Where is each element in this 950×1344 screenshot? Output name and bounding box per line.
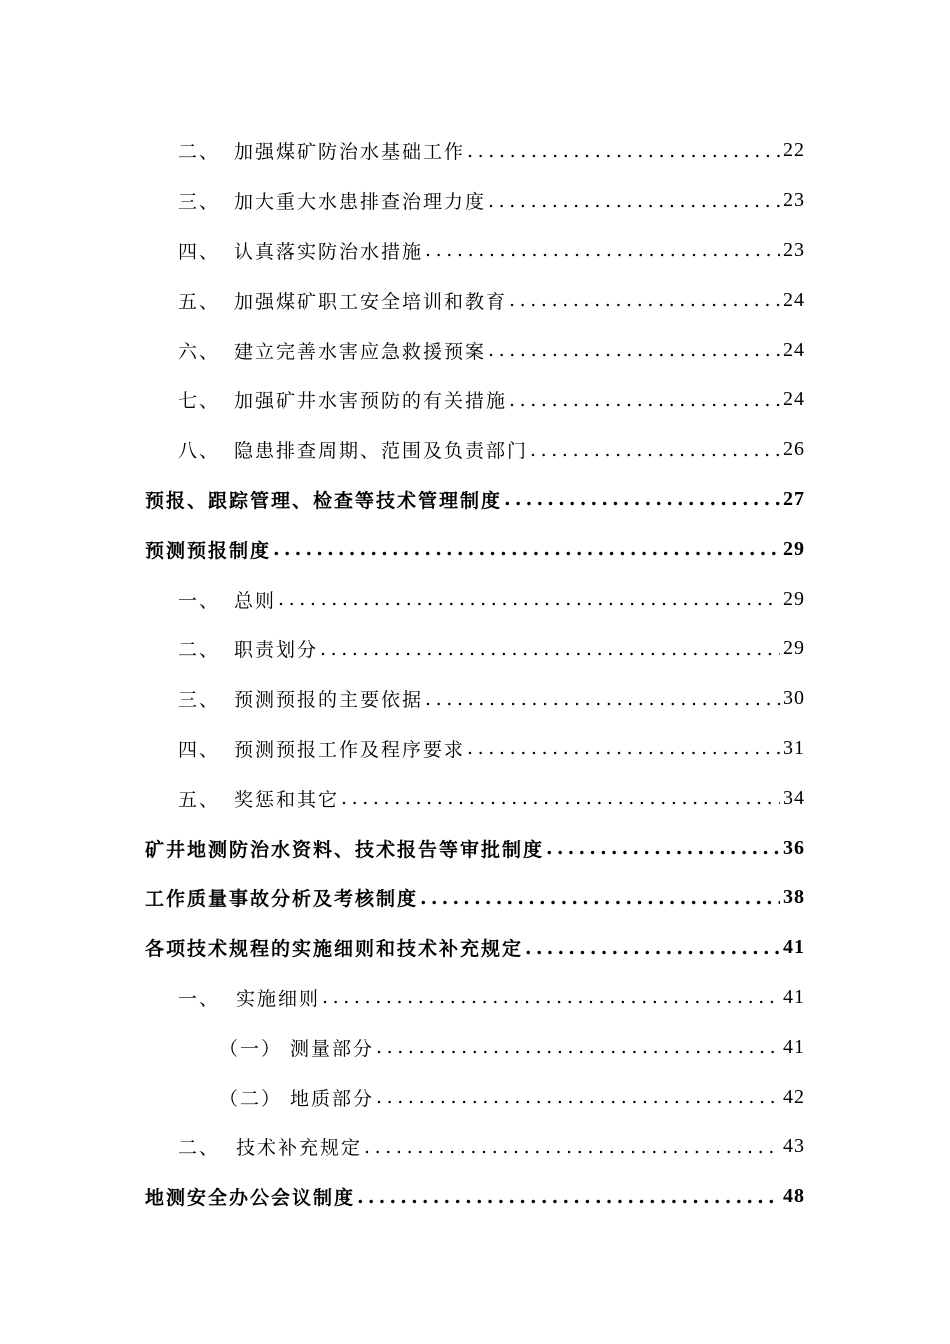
toc-dot-leader [425, 239, 780, 261]
toc-chapter-entry[interactable] [0, 823, 950, 873]
toc-entry[interactable] [0, 574, 950, 624]
toc-entry-title: 预报、跟踪管理、检查等技术管理制度 [145, 489, 503, 512]
toc-chapter-entry[interactable] [0, 475, 950, 525]
toc-entry-number: （一） [219, 1037, 283, 1060]
toc-entry-page: 29 [783, 637, 805, 660]
toc-entry-number: 一、 [178, 589, 221, 612]
toc-dot-leader [341, 787, 780, 809]
toc-entry[interactable] [0, 674, 950, 724]
toc-entry-title: 实施细则 [236, 987, 321, 1010]
toc-chapter-entry[interactable] [0, 873, 950, 923]
toc-entry-page: 27 [783, 487, 805, 510]
toc-entry-page: 34 [783, 786, 805, 809]
toc-entry-title: 地测安全办公会议制度 [145, 1187, 356, 1210]
toc-entry-number: 四、 [178, 738, 221, 761]
toc-entry-title: 总则 [234, 589, 277, 612]
toc-entry-page: 36 [783, 836, 805, 859]
toc-entry-page: 48 [783, 1185, 805, 1208]
toc-entry-title: 各项技术规程的实施细则和技术补充规定 [145, 938, 524, 961]
toc-entry-number: 五、 [178, 788, 221, 811]
toc-entry-page: 24 [783, 338, 805, 361]
toc-entry-page: 30 [783, 687, 805, 710]
toc-dot-leader [357, 1186, 780, 1208]
toc-entry-number: 一、 [178, 987, 221, 1010]
toc-entry-title: 测量部分 [290, 1037, 375, 1060]
toc-chapter-entry[interactable] [0, 1172, 950, 1222]
toc-entry-number: 四、 [178, 240, 221, 263]
toc-dot-leader [420, 887, 780, 909]
toc-entry-number: 二、 [178, 1137, 221, 1160]
toc-entry[interactable] [0, 325, 950, 375]
toc-entry-title: 建立完善水害应急救援预案 [234, 340, 487, 363]
toc-entry[interactable] [0, 226, 950, 276]
toc-entry-page: 23 [783, 189, 805, 212]
toc-entry-title: 预测预报的主要依据 [234, 689, 424, 712]
toc-entry-title: 加强矿井水害预防的有关措施 [234, 390, 508, 413]
toc-dot-leader [546, 837, 780, 859]
toc-entry-number: 二、 [178, 639, 221, 662]
toc-entry-number: 三、 [178, 191, 221, 214]
toc-entry-page: 43 [783, 1135, 805, 1158]
toc-dot-leader [504, 488, 780, 510]
toc-subentry[interactable] [0, 1022, 950, 1072]
toc-entry[interactable] [0, 624, 950, 674]
toc-entry-title: 技术补充规定 [236, 1137, 363, 1160]
toc-entry-number: 八、 [178, 440, 221, 463]
toc-entry[interactable] [0, 275, 950, 325]
toc-entry-page: 29 [783, 587, 805, 610]
toc-entry-title: 加大重大水患排查治理力度 [234, 191, 487, 214]
toc-dot-leader [488, 339, 780, 361]
toc-entry-page: 26 [783, 438, 805, 461]
table-of-contents [0, 126, 950, 1222]
toc-subentry[interactable] [0, 1072, 950, 1122]
toc-dot-leader [530, 439, 780, 461]
toc-entry-title: 矿井地测防治水资料、技术报告等审批制度 [145, 838, 545, 861]
toc-dot-leader [509, 289, 780, 311]
toc-entry-page: 24 [783, 388, 805, 411]
toc-entry[interactable] [0, 375, 950, 425]
toc-entry-title: 地质部分 [290, 1087, 375, 1110]
toc-dot-leader [525, 937, 780, 959]
toc-entry-title: 认真落实防治水措施 [234, 240, 424, 263]
toc-entry-page: 31 [783, 736, 805, 759]
toc-entry-page: 41 [783, 985, 805, 1008]
toc-entry-number: （二） [219, 1087, 283, 1110]
toc-dot-leader [467, 737, 780, 759]
toc-entry[interactable] [0, 773, 950, 823]
toc-entry[interactable] [0, 176, 950, 226]
toc-entry-page: 41 [783, 1035, 805, 1058]
toc-entry-title: 预测预报制度 [145, 539, 272, 562]
toc-entry-number: 七、 [178, 390, 221, 413]
toc-entry[interactable] [0, 1122, 950, 1172]
toc-dot-leader [425, 688, 780, 710]
toc-entry[interactable] [0, 126, 950, 176]
toc-dot-leader [376, 1036, 780, 1058]
toc-dot-leader [320, 638, 780, 660]
toc-chapter-entry[interactable] [0, 524, 950, 574]
toc-entry[interactable] [0, 724, 950, 774]
toc-entry-title: 工作质量事故分析及考核制度 [145, 888, 419, 911]
toc-chapter-entry[interactable] [0, 923, 950, 973]
toc-dot-leader [509, 389, 780, 411]
toc-entry-page: 41 [783, 936, 805, 959]
toc-entry-title: 预测预报工作及程序要求 [234, 738, 466, 761]
toc-entry[interactable] [0, 425, 950, 475]
toc-entry-title: 隐患排查周期、范围及负责部门 [234, 440, 529, 463]
toc-dot-leader [273, 538, 780, 560]
toc-dot-leader [278, 588, 780, 610]
toc-entry-number: 三、 [178, 689, 221, 712]
toc-dot-leader [467, 140, 780, 162]
toc-entry-title: 加强煤矿职工安全培训和教育 [234, 290, 508, 313]
toc-entry-page: 29 [783, 537, 805, 560]
toc-entry[interactable] [0, 973, 950, 1023]
toc-entry-page: 22 [783, 139, 805, 162]
toc-dot-leader [364, 1136, 780, 1158]
toc-entry-number: 二、 [178, 141, 221, 164]
toc-entry-number: 六、 [178, 340, 221, 363]
toc-entry-page: 24 [783, 288, 805, 311]
toc-entry-page: 38 [783, 886, 805, 909]
toc-entry-title: 职责划分 [234, 639, 319, 662]
toc-entry-page: 23 [783, 238, 805, 261]
toc-entry-title: 奖惩和其它 [234, 788, 340, 811]
toc-entry-page: 42 [783, 1085, 805, 1108]
toc-dot-leader [376, 1086, 780, 1108]
toc-dot-leader [488, 190, 780, 212]
toc-entry-number: 五、 [178, 290, 221, 313]
toc-dot-leader [322, 986, 780, 1008]
toc-entry-title: 加强煤矿防治水基础工作 [234, 141, 466, 164]
